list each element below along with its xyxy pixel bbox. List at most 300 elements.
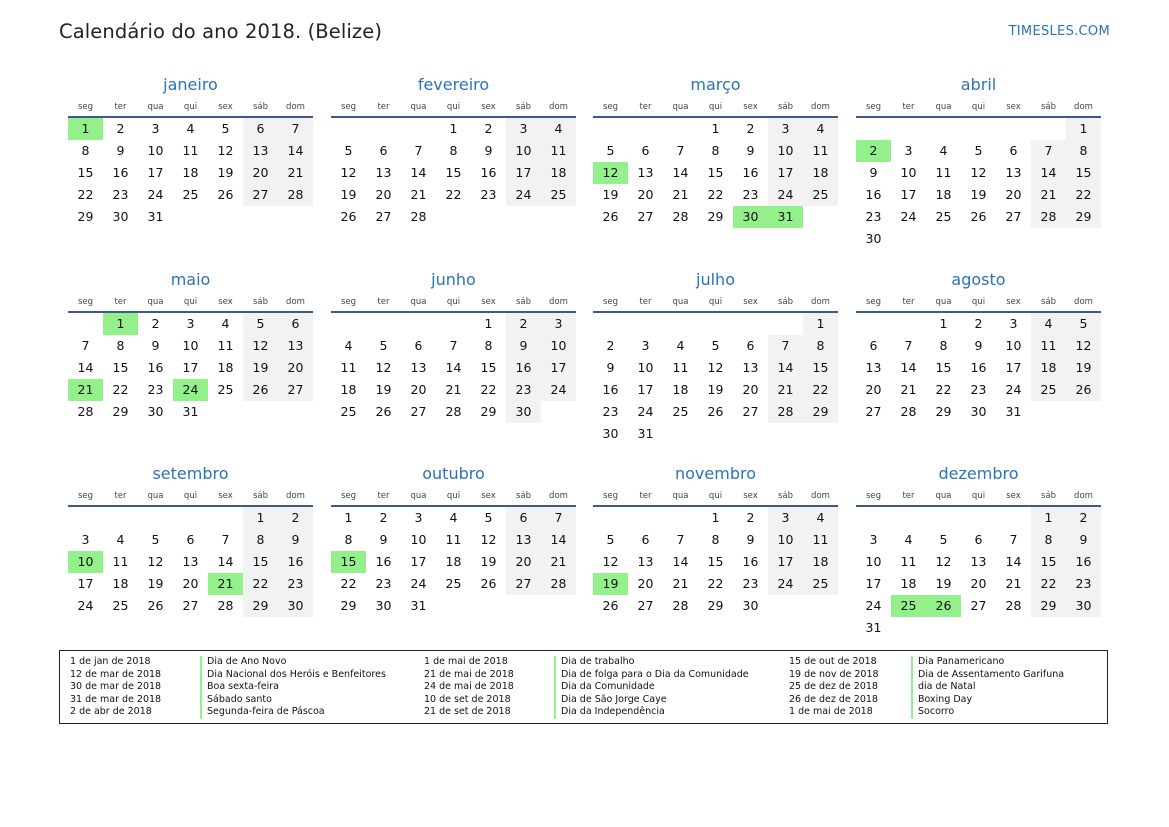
day-cell: 25 (935, 209, 952, 224)
day-cell: 17 (637, 382, 654, 397)
day-cell: 30 (970, 404, 987, 419)
day-cell: 4 (676, 338, 685, 353)
day-cell: 23 (1066, 573, 1101, 595)
day-cell: 11 (935, 165, 952, 180)
day-cell: 27 (865, 404, 882, 419)
empty-cell (996, 507, 1031, 529)
weekday-label: sáb (1040, 102, 1057, 112)
day-cell: 2 (278, 507, 313, 529)
day-cell: 30 (375, 598, 392, 613)
empty-cell (961, 118, 996, 140)
day-cell: 18 (541, 162, 576, 184)
day-cell: 29 (77, 209, 94, 224)
day-cell: 26 (340, 209, 357, 224)
day-cell: 13 (182, 554, 199, 569)
day-cell: 28 (768, 401, 803, 423)
day-cell: 21 (278, 162, 313, 184)
day-cell: 22 (707, 576, 724, 591)
weekday-label: qui (708, 102, 723, 112)
day-cell: 27 (243, 184, 278, 206)
day-cell: 28 (217, 598, 234, 613)
day-cell: 16 (112, 165, 129, 180)
day-cell: 28 (410, 209, 427, 224)
day-cell: 24 (637, 404, 654, 419)
day-cell: 1 (344, 510, 353, 525)
day-cell: 7 (676, 143, 685, 158)
weekday-label: qui (446, 297, 461, 307)
weekday-label: sex (218, 297, 233, 307)
empty-cell (138, 507, 173, 529)
day-cell: 27 (375, 209, 392, 224)
weekday-label: qui (183, 491, 198, 501)
day-cell: 12 (217, 143, 234, 158)
day-cell: 13 (506, 529, 541, 551)
day-cell: 7 (81, 338, 90, 353)
day-cell: 5 (484, 510, 493, 525)
day-cell: 5 (939, 532, 948, 547)
day-cell: 6 (641, 532, 650, 547)
day-cell: 3 (641, 338, 650, 353)
weekday-label: sáb (515, 491, 532, 501)
day-cell: 6 (243, 118, 278, 140)
day-cell: 9 (484, 143, 493, 158)
weekday-label: qui (971, 491, 986, 501)
day-cell: 26 (375, 404, 392, 419)
empty-cell (331, 118, 366, 140)
day-grid (593, 507, 838, 617)
day-cell: 11 (803, 529, 838, 551)
day-cell: 6 (1009, 143, 1018, 158)
day-cell: 29 (340, 598, 357, 613)
day-cell: 13 (410, 360, 427, 375)
day-cell: 16 (865, 187, 882, 202)
day-cell: 24 (768, 184, 803, 206)
day-cell: 13 (637, 165, 654, 180)
weekday-label: ter (639, 102, 652, 112)
day-cell: 12 (707, 360, 724, 375)
day-cell: 27 (637, 598, 654, 613)
weekday-label: ter (902, 102, 915, 112)
day-cell: 20 (742, 382, 759, 397)
day-cell: 13 (243, 140, 278, 162)
day-cell: 28 (672, 598, 689, 613)
brand-link[interactable]: TIMESLES.COM (1008, 24, 1110, 39)
day-cell: 26 (602, 598, 619, 613)
day-cell: 29 (803, 401, 838, 423)
day-cell: 2 (151, 316, 160, 331)
day-cell: 19 (935, 576, 952, 591)
day-cell: 7 (676, 532, 685, 547)
day-cell: 19 (480, 554, 497, 569)
day-cell: 19 (243, 357, 278, 379)
legend-holiday-name: Socorro (918, 706, 955, 718)
empty-cell (68, 313, 103, 335)
day-grid (593, 118, 838, 228)
weekday-label: sáb (252, 297, 269, 307)
day-cell: 14 (217, 554, 234, 569)
day-cell: 2 (746, 510, 755, 525)
day-cell: 31 (182, 404, 199, 419)
month-dezembro (856, 463, 1101, 639)
weekday-header (593, 487, 838, 505)
weekday-label: seg (602, 297, 619, 307)
empty-cell (856, 507, 891, 529)
page-title: Calendário do ano 2018. (Belize) (59, 20, 383, 43)
day-cell: 30 (278, 595, 313, 617)
empty-cell (856, 313, 891, 335)
day-cell: 5 (151, 532, 160, 547)
weekday-header (856, 293, 1101, 311)
day-cell: 25 (541, 184, 576, 206)
day-cell: 28 (445, 404, 462, 419)
day-cell: 8 (449, 143, 458, 158)
day-cell: 23 (602, 404, 619, 419)
day-cell: 8 (484, 338, 493, 353)
day-cell: 14 (900, 360, 917, 375)
day-cell: 30 (602, 426, 619, 441)
day-cell: 30 (865, 231, 882, 246)
month-name: janeiro (163, 75, 218, 94)
holiday-cell: 15 (331, 551, 366, 573)
day-cell: 6 (506, 507, 541, 529)
month-janeiro (68, 74, 313, 228)
empty-cell (856, 118, 891, 140)
holiday-cell: 12 (593, 162, 628, 184)
day-cell: 5 (606, 143, 615, 158)
day-cell: 18 (445, 554, 462, 569)
weekday-label: sex (218, 491, 233, 501)
legend-date: 25 de dez de 2018 (789, 681, 878, 693)
weekday-label: qua (672, 491, 689, 501)
day-cell: 14 (1005, 554, 1022, 569)
weekday-label: seg (865, 491, 882, 501)
weekday-label: sex (743, 297, 758, 307)
day-cell: 5 (344, 143, 353, 158)
empty-cell (628, 313, 663, 335)
day-cell: 15 (445, 165, 462, 180)
day-cell: 8 (939, 338, 948, 353)
holiday-legend (59, 650, 1108, 724)
day-cell: 6 (278, 313, 313, 335)
day-cell: 6 (869, 338, 878, 353)
empty-cell (926, 118, 961, 140)
legend-holiday-name: Dia de Ano Novo (207, 656, 287, 667)
day-cell: 18 (1031, 357, 1066, 379)
month-setembro (68, 463, 313, 617)
holiday-cell: 1 (68, 118, 103, 140)
weekday-label: seg (340, 491, 357, 501)
legend-holiday-name: Dia de Assentamento Garifuna (918, 668, 1065, 680)
weekday-label: dom (1074, 297, 1093, 307)
day-cell: 11 (217, 338, 234, 353)
day-cell: 13 (1005, 165, 1022, 180)
day-cell: 9 (1066, 529, 1101, 551)
day-cell: 2 (116, 121, 125, 136)
weekday-label: ter (114, 491, 127, 501)
day-cell: 23 (278, 573, 313, 595)
day-cell: 19 (340, 187, 357, 202)
weekday-label: seg (340, 297, 357, 307)
holiday-cell: 10 (68, 551, 103, 573)
day-cell: 9 (379, 532, 388, 547)
day-cell: 18 (935, 187, 952, 202)
day-cell: 17 (768, 162, 803, 184)
day-cell: 19 (707, 382, 724, 397)
day-cell: 8 (803, 335, 838, 357)
day-cell: 21 (541, 551, 576, 573)
day-cell: 12 (602, 554, 619, 569)
empty-cell (628, 118, 663, 140)
empty-cell (1031, 118, 1066, 140)
day-cell: 22 (112, 382, 129, 397)
day-cell: 17 (1005, 360, 1022, 375)
weekday-label: dom (549, 102, 568, 112)
day-cell: 29 (707, 209, 724, 224)
day-cell: 16 (147, 360, 164, 375)
weekday-label: dom (811, 297, 830, 307)
day-cell: 22 (77, 187, 94, 202)
day-cell: 14 (672, 165, 689, 180)
day-cell: 22 (707, 187, 724, 202)
day-cell: 20 (410, 382, 427, 397)
day-cell: 14 (672, 554, 689, 569)
day-cell: 6 (379, 143, 388, 158)
day-cell: 20 (278, 357, 313, 379)
day-cell: 6 (641, 143, 650, 158)
day-cell: 12 (340, 165, 357, 180)
day-cell: 23 (742, 576, 759, 591)
day-cell: 17 (77, 576, 94, 591)
day-cell: 21 (1031, 184, 1066, 206)
day-cell: 3 (768, 118, 803, 140)
day-cell: 22 (935, 382, 952, 397)
legend-holiday-name: Dia de São Jorge Caye (561, 693, 667, 705)
day-cell: 11 (1031, 335, 1066, 357)
day-cell: 8 (243, 529, 278, 551)
weekday-label: dom (811, 491, 830, 501)
day-cell: 23 (375, 576, 392, 591)
day-cell: 31 (865, 620, 882, 635)
legend-holiday-name: Boxing Day (918, 693, 973, 705)
day-cell: 23 (147, 382, 164, 397)
empty-cell (366, 118, 401, 140)
day-cell: 16 (742, 165, 759, 180)
day-cell: 29 (1066, 206, 1101, 228)
day-cell: 18 (900, 576, 917, 591)
weekday-label: sáb (515, 297, 532, 307)
day-cell: 29 (243, 595, 278, 617)
weekday-label: sex (743, 102, 758, 112)
day-cell: 28 (77, 404, 94, 419)
day-cell: 28 (1005, 598, 1022, 613)
weekday-label: qua (147, 102, 164, 112)
weekday-header (68, 98, 313, 116)
weekday-label: qua (672, 297, 689, 307)
day-cell: 9 (606, 360, 615, 375)
day-cell: 30 (1066, 595, 1101, 617)
day-cell: 14 (77, 360, 94, 375)
legend-date: 12 de mar de 2018 (70, 668, 162, 680)
weekday-label: qui (446, 491, 461, 501)
day-cell: 24 (77, 598, 94, 613)
day-cell: 28 (1031, 206, 1066, 228)
day-cell: 29 (1031, 595, 1066, 617)
day-cell: 3 (186, 316, 195, 331)
day-cell: 11 (672, 360, 689, 375)
month-abril (856, 74, 1101, 250)
day-cell: 19 (375, 382, 392, 397)
day-cell: 18 (340, 382, 357, 397)
day-cell: 3 (414, 510, 423, 525)
day-cell: 7 (904, 338, 913, 353)
day-grid (593, 313, 838, 445)
day-cell: 7 (221, 532, 230, 547)
empty-cell (663, 118, 698, 140)
weekday-label: qua (935, 491, 952, 501)
day-cell: 6 (974, 532, 983, 547)
day-cell: 23 (970, 382, 987, 397)
day-cell: 25 (672, 404, 689, 419)
weekday-header (856, 487, 1101, 505)
legend-names-column (554, 656, 749, 719)
day-cell: 19 (602, 187, 619, 202)
day-cell: 14 (278, 140, 313, 162)
legend-names-column (911, 656, 1064, 719)
legend-dates-column (70, 656, 161, 719)
weekday-header (331, 293, 576, 311)
weekday-label: dom (286, 102, 305, 112)
day-cell: 10 (768, 529, 803, 551)
day-cell: 25 (1031, 379, 1066, 401)
day-cell: 20 (865, 382, 882, 397)
weekday-label: dom (549, 297, 568, 307)
legend-holiday-name: Dia da Comunidade (561, 681, 655, 693)
day-cell: 26 (602, 209, 619, 224)
holiday-cell: 24 (173, 379, 208, 401)
legend-names-column (200, 656, 386, 719)
weekday-label: dom (549, 491, 568, 501)
day-cell: 13 (278, 335, 313, 357)
empty-cell (891, 507, 926, 529)
day-cell: 21 (672, 576, 689, 591)
day-cell: 3 (541, 313, 576, 335)
month-junho (331, 269, 576, 423)
weekday-label: sex (1006, 102, 1021, 112)
legend-date: 1 de mai de 2018 (424, 656, 508, 667)
weekday-label: qua (935, 297, 952, 307)
empty-cell (593, 507, 628, 529)
weekday-label: qua (672, 102, 689, 112)
weekday-label: qua (935, 102, 952, 112)
day-cell: 9 (116, 143, 125, 158)
weekday-label: seg (77, 491, 94, 501)
day-cell: 10 (1005, 338, 1022, 353)
day-cell: 3 (151, 121, 160, 136)
empty-cell (926, 507, 961, 529)
day-cell: 31 (1005, 404, 1022, 419)
day-cell: 16 (278, 551, 313, 573)
holiday-cell: 21 (68, 379, 103, 401)
day-cell: 4 (541, 118, 576, 140)
day-cell: 7 (278, 118, 313, 140)
day-cell: 21 (1005, 576, 1022, 591)
weekday-label: qui (971, 102, 986, 112)
day-cell: 30 (742, 598, 759, 613)
weekday-label: ter (114, 102, 127, 112)
weekday-label: dom (1074, 491, 1093, 501)
weekday-label: dom (286, 297, 305, 307)
day-cell: 13 (637, 554, 654, 569)
day-cell: 13 (865, 360, 882, 375)
day-cell: 26 (147, 598, 164, 613)
day-cell: 2 (606, 338, 615, 353)
day-cell: 19 (970, 187, 987, 202)
legend-holiday-name: Boa sexta-feira (207, 681, 279, 693)
day-cell: 9 (151, 338, 160, 353)
month-name: dezembro (938, 464, 1019, 483)
weekday-label: sáb (252, 491, 269, 501)
empty-cell (436, 313, 471, 335)
day-cell: 3 (869, 532, 878, 547)
month-name: fevereiro (417, 75, 490, 94)
day-cell: 11 (803, 140, 838, 162)
weekday-label: seg (602, 491, 619, 501)
day-cell: 26 (243, 379, 278, 401)
day-cell: 8 (711, 143, 720, 158)
weekday-header (593, 98, 838, 116)
day-cell: 9 (974, 338, 983, 353)
weekday-label: ter (639, 297, 652, 307)
day-cell: 4 (186, 121, 195, 136)
weekday-label: qua (147, 297, 164, 307)
empty-cell (996, 118, 1031, 140)
weekday-label: dom (286, 491, 305, 501)
weekday-label: qua (410, 297, 427, 307)
day-cell: 15 (707, 165, 724, 180)
day-cell: 28 (672, 209, 689, 224)
day-cell: 27 (410, 404, 427, 419)
day-cell: 11 (541, 140, 576, 162)
day-cell: 8 (116, 338, 125, 353)
day-cell: 31 (147, 209, 164, 224)
day-cell: 7 (541, 507, 576, 529)
day-cell: 1 (939, 316, 948, 331)
day-cell: 2 (1066, 507, 1101, 529)
month-fevereiro (331, 74, 576, 228)
day-cell: 4 (803, 507, 838, 529)
empty-cell (733, 313, 768, 335)
weekday-header (331, 487, 576, 505)
weekday-label: qui (708, 491, 723, 501)
legend-date: 19 de nov de 2018 (789, 668, 879, 680)
month-name: agosto (951, 270, 1006, 289)
holiday-cell: 25 (891, 595, 926, 617)
day-cell: 13 (742, 360, 759, 375)
day-cell: 15 (480, 360, 497, 375)
day-cell: 17 (865, 576, 882, 591)
empty-cell (891, 118, 926, 140)
day-cell: 3 (506, 118, 541, 140)
empty-cell (961, 507, 996, 529)
day-cell: 25 (217, 382, 234, 397)
day-cell: 20 (637, 187, 654, 202)
empty-cell (663, 507, 698, 529)
day-cell: 25 (803, 184, 838, 206)
day-grid (68, 313, 313, 423)
day-cell: 10 (637, 360, 654, 375)
day-cell: 5 (379, 338, 388, 353)
day-cell: 2 (379, 510, 388, 525)
